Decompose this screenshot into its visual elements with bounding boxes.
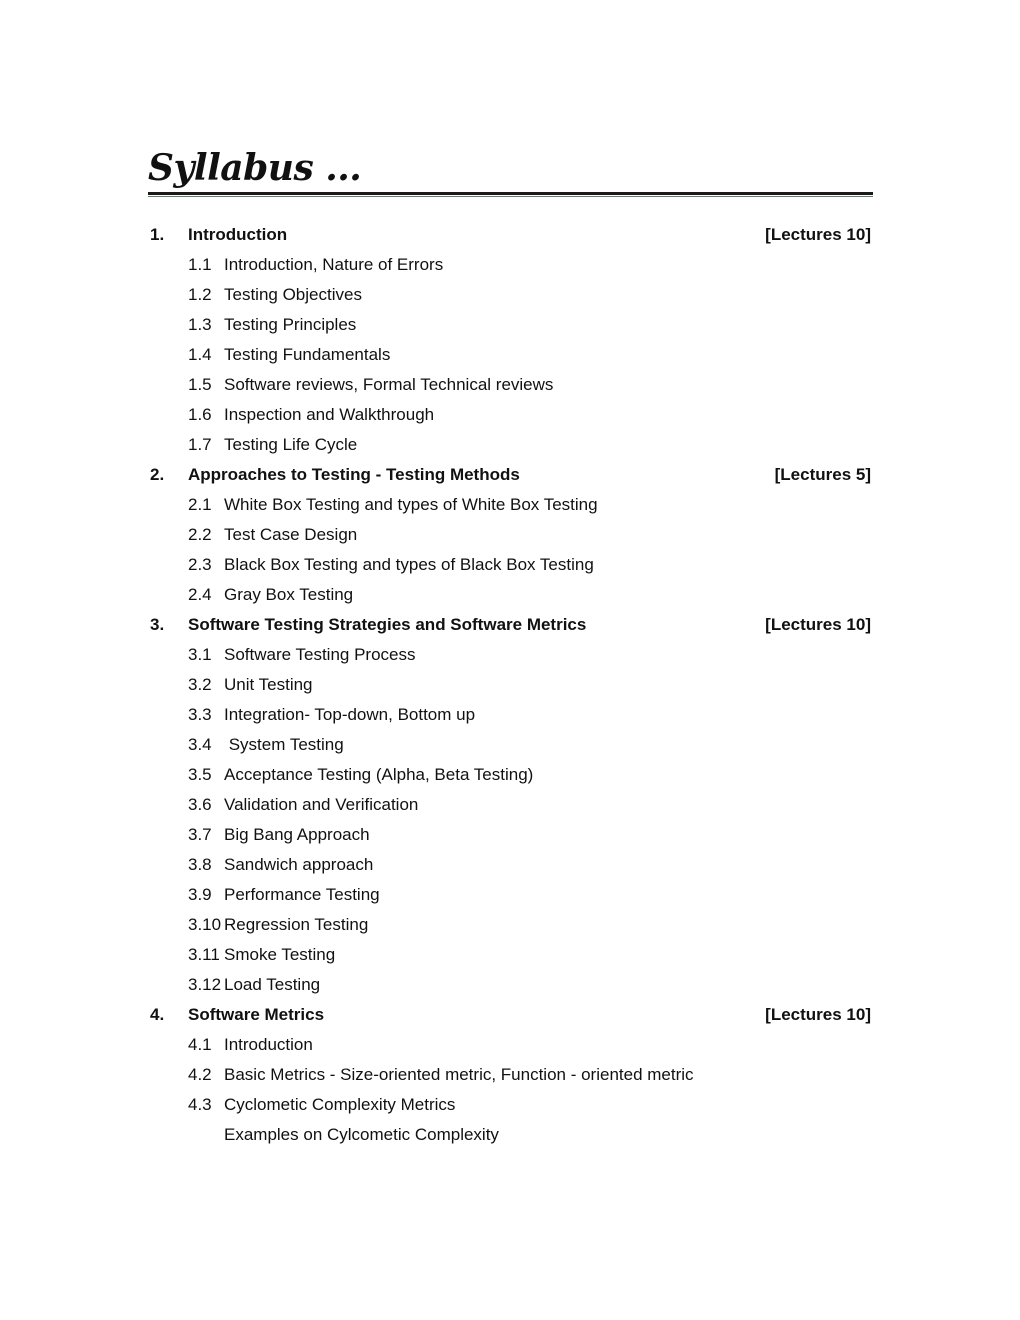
- topic-item: [148, 880, 873, 910]
- topic-item: [148, 370, 873, 400]
- topic-note: [148, 1120, 873, 1150]
- topic-item: [148, 670, 873, 700]
- topic-item: [148, 520, 873, 550]
- topic-text: Testing Fundamentals: [224, 345, 391, 364]
- topic-number: 1.3: [188, 315, 212, 334]
- topic-text: Black Box Testing and types of Black Box Testing: [224, 555, 594, 574]
- topic-text: Inspection and Walkthrough: [224, 405, 435, 424]
- topic-number: 3.11: [188, 945, 220, 964]
- unit-lectures: [Lectures 10]: [765, 615, 871, 634]
- topic-number: 1.2: [188, 285, 212, 304]
- topic-item: [148, 340, 873, 370]
- topic-number: 4.3: [188, 1095, 212, 1114]
- topic-text: Acceptance Testing (Alpha, Beta Testing): [224, 765, 534, 784]
- title-block: [148, 146, 873, 197]
- topic-number: 2.2: [188, 525, 212, 544]
- topic-item: [148, 1060, 873, 1090]
- topic-number: 3.9: [188, 885, 212, 904]
- topic-item: [148, 790, 873, 820]
- topic-number: 3.1: [188, 645, 212, 664]
- topic-text: Regression Testing: [224, 915, 369, 934]
- topic-text: Software reviews, Formal Technical reviews: [224, 375, 554, 394]
- topic-number: 2.3: [188, 555, 212, 574]
- topic-number: 3.8: [188, 855, 212, 874]
- unit-heading: [148, 220, 873, 250]
- topic-number: 3.5: [188, 765, 212, 784]
- unit-number: 3.: [150, 615, 165, 634]
- topic-number: 4.2: [188, 1065, 212, 1084]
- topic-number: 3.4: [188, 735, 212, 754]
- unit-lectures: [Lectures 10]: [765, 225, 871, 244]
- unit-number: 4.: [150, 1005, 165, 1024]
- topic-text: Validation and Verification: [224, 795, 419, 814]
- topic-text: Integration- Top-down, Bottom up: [224, 705, 476, 724]
- topic-item: [148, 400, 873, 430]
- topic-text: Testing Objectives: [224, 285, 362, 304]
- unit-lectures: [Lectures 5]: [774, 465, 871, 484]
- topic-item: [148, 970, 873, 1000]
- topic-text: Unit Testing: [224, 675, 313, 694]
- topic-item: [148, 730, 873, 760]
- page-title: Syllabus ...: [148, 147, 362, 189]
- topic-number: 3.3: [188, 705, 212, 724]
- topic-item: [148, 700, 873, 730]
- topic-number: 1.7: [188, 435, 212, 454]
- topic-number: 3.6: [188, 795, 212, 814]
- unit-heading: [148, 610, 873, 640]
- topic-text: Big Bang Approach: [224, 825, 370, 844]
- topic-item: [148, 940, 873, 970]
- topic-item: [148, 490, 873, 520]
- topic-item: [148, 820, 873, 850]
- topic-item: [148, 1090, 873, 1120]
- topic-number: 3.2: [188, 675, 212, 694]
- topic-item: [148, 1030, 873, 1060]
- topic-item: [148, 550, 873, 580]
- unit-title: Software Metrics: [188, 1005, 325, 1024]
- topic-number: 1.1: [188, 255, 212, 274]
- unit-title: Approaches to Testing - Testing Methods: [188, 465, 520, 484]
- topic-number: 4.1: [188, 1035, 212, 1054]
- topic-text: Introduction, Nature of Errors: [224, 255, 444, 274]
- unit-title: Introduction: [188, 225, 288, 244]
- topic-text: Load Testing: [224, 975, 321, 994]
- topic-item: [148, 310, 873, 340]
- topic-number: 1.6: [188, 405, 212, 424]
- topic-text: Test Case Design: [224, 525, 358, 544]
- topic-number: 3.12: [188, 975, 222, 994]
- topic-item: [148, 640, 873, 670]
- topic-number: 1.4: [188, 345, 212, 364]
- topic-number: 3.10: [188, 915, 222, 934]
- unit-lectures: [Lectures 10]: [765, 1005, 871, 1024]
- topic-text: Testing Life Cycle: [224, 435, 358, 454]
- topic-item: [148, 430, 873, 460]
- topic-item: [148, 580, 873, 610]
- topic-item: [148, 760, 873, 790]
- unit-number: 1.: [150, 225, 165, 244]
- topic-item: [148, 280, 873, 310]
- topic-item: [148, 250, 873, 280]
- title-underline: [148, 192, 873, 197]
- topic-item: [148, 910, 873, 940]
- unit-heading: [148, 460, 873, 490]
- topic-text: White Box Testing and types of White Box Testing: [224, 495, 598, 514]
- syllabus-list: [148, 220, 873, 1150]
- topic-number: 1.5: [188, 375, 212, 394]
- topic-number: 2.1: [188, 495, 212, 514]
- topic-text: Performance Testing: [224, 885, 380, 904]
- topic-text: Testing Principles: [224, 315, 357, 334]
- topic-text: Smoke Testing: [224, 945, 336, 964]
- unit-number: 2.: [150, 465, 165, 484]
- topic-text: Software Testing Process: [224, 645, 416, 664]
- topic-text: Introduction: [224, 1035, 313, 1054]
- topic-text: Basic Metrics - Size-oriented metric, Function - oriented metric: [224, 1065, 694, 1084]
- topic-text: Sandwich approach: [224, 855, 374, 874]
- unit-heading: [148, 1000, 873, 1030]
- topic-text: System Testing: [224, 735, 344, 754]
- topic-item: [148, 850, 873, 880]
- topic-text: Gray Box Testing: [224, 585, 354, 604]
- unit-title: Software Testing Strategies and Software Metrics: [188, 615, 587, 634]
- topic-note-text: Examples on Cylcometic Complexity: [224, 1125, 499, 1144]
- topic-number: 3.7: [188, 825, 212, 844]
- topic-text: Cyclometic Complexity Metrics: [224, 1095, 456, 1114]
- topic-number: 2.4: [188, 585, 212, 604]
